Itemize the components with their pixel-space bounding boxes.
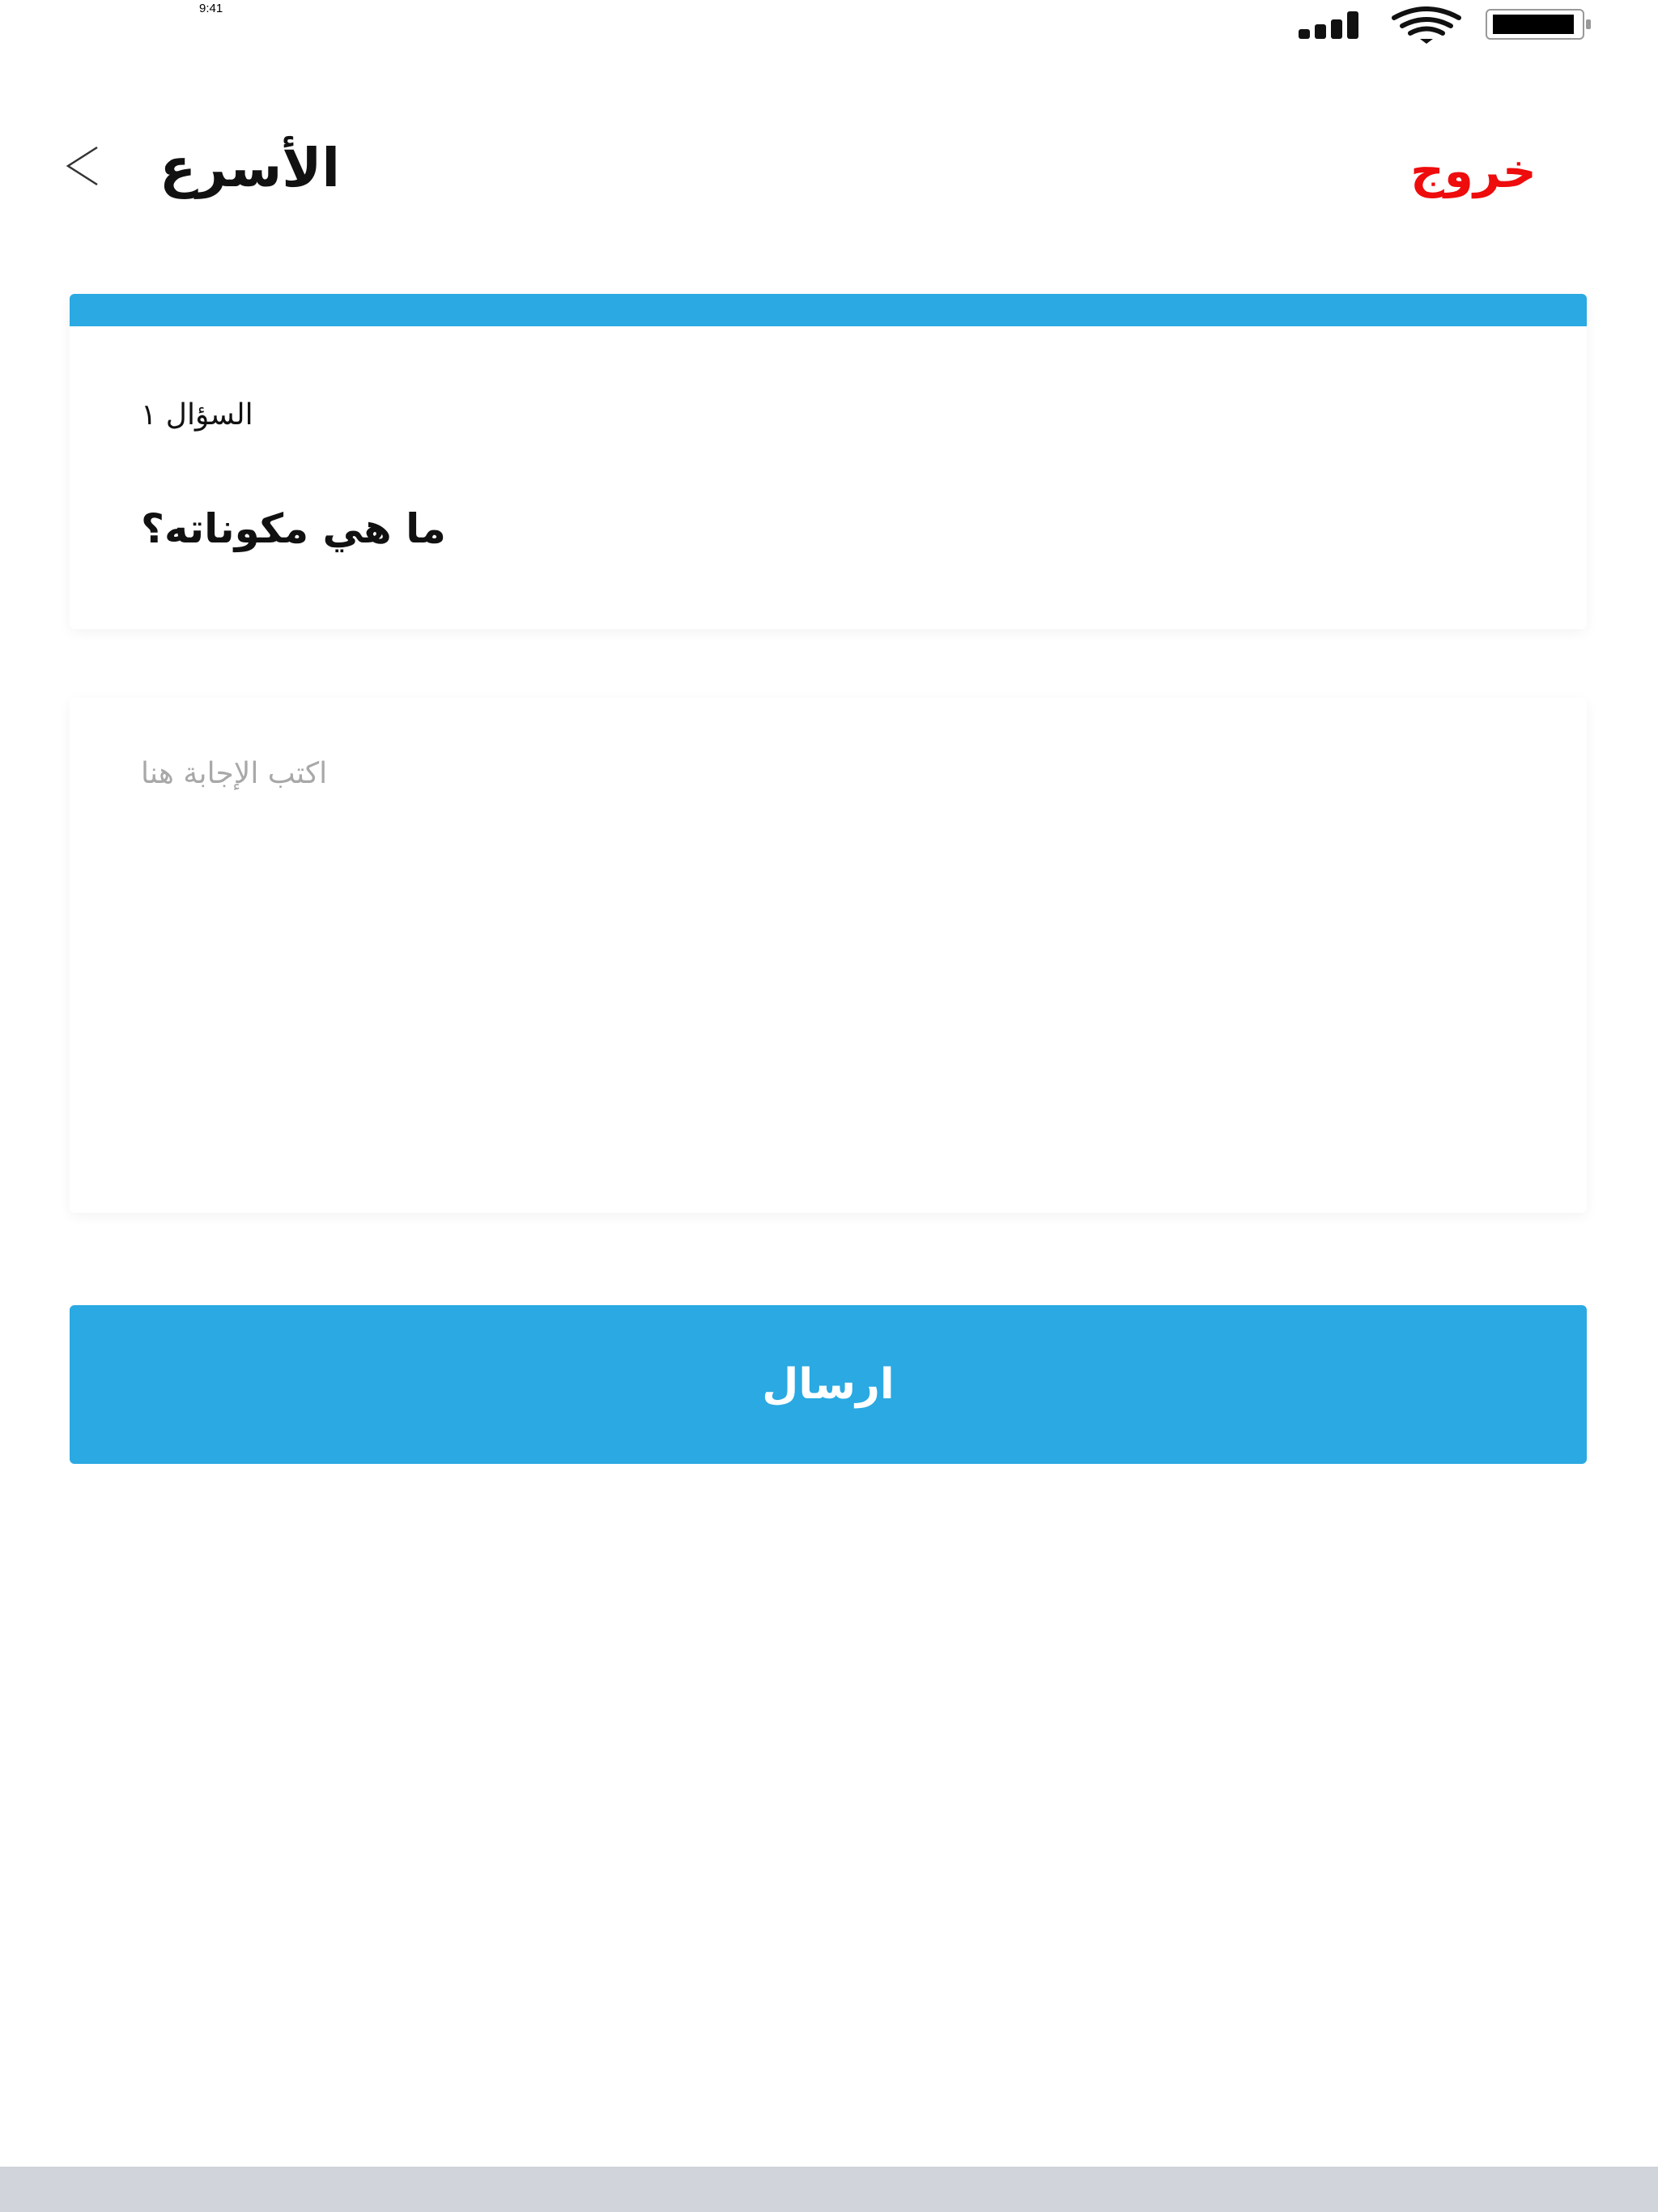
answer-box	[70, 698, 1587, 1213]
back-chevron-icon[interactable]	[65, 144, 100, 188]
keyboard-edge	[0, 2167, 1658, 2212]
wifi-icon	[1394, 9, 1459, 44]
status-time: 9:41	[199, 2, 223, 15]
answer-input[interactable]	[141, 755, 1520, 1179]
logout-button[interactable]: خروج	[1410, 143, 1537, 198]
status-icons	[1295, 6, 1593, 44]
question-text: ما هي مكوناته؟	[141, 505, 446, 552]
question-card	[70, 294, 1587, 629]
page-title: الأسرع	[159, 137, 340, 199]
answer-placeholder: اكتب الإجابة هنا	[141, 757, 328, 790]
question-number: السؤال ١	[141, 398, 253, 432]
battery-icon	[1486, 10, 1591, 39]
send-button[interactable]: ارسال	[70, 1305, 1587, 1464]
signal-icon	[1299, 11, 1358, 39]
question-card-accent-bar	[70, 294, 1587, 326]
